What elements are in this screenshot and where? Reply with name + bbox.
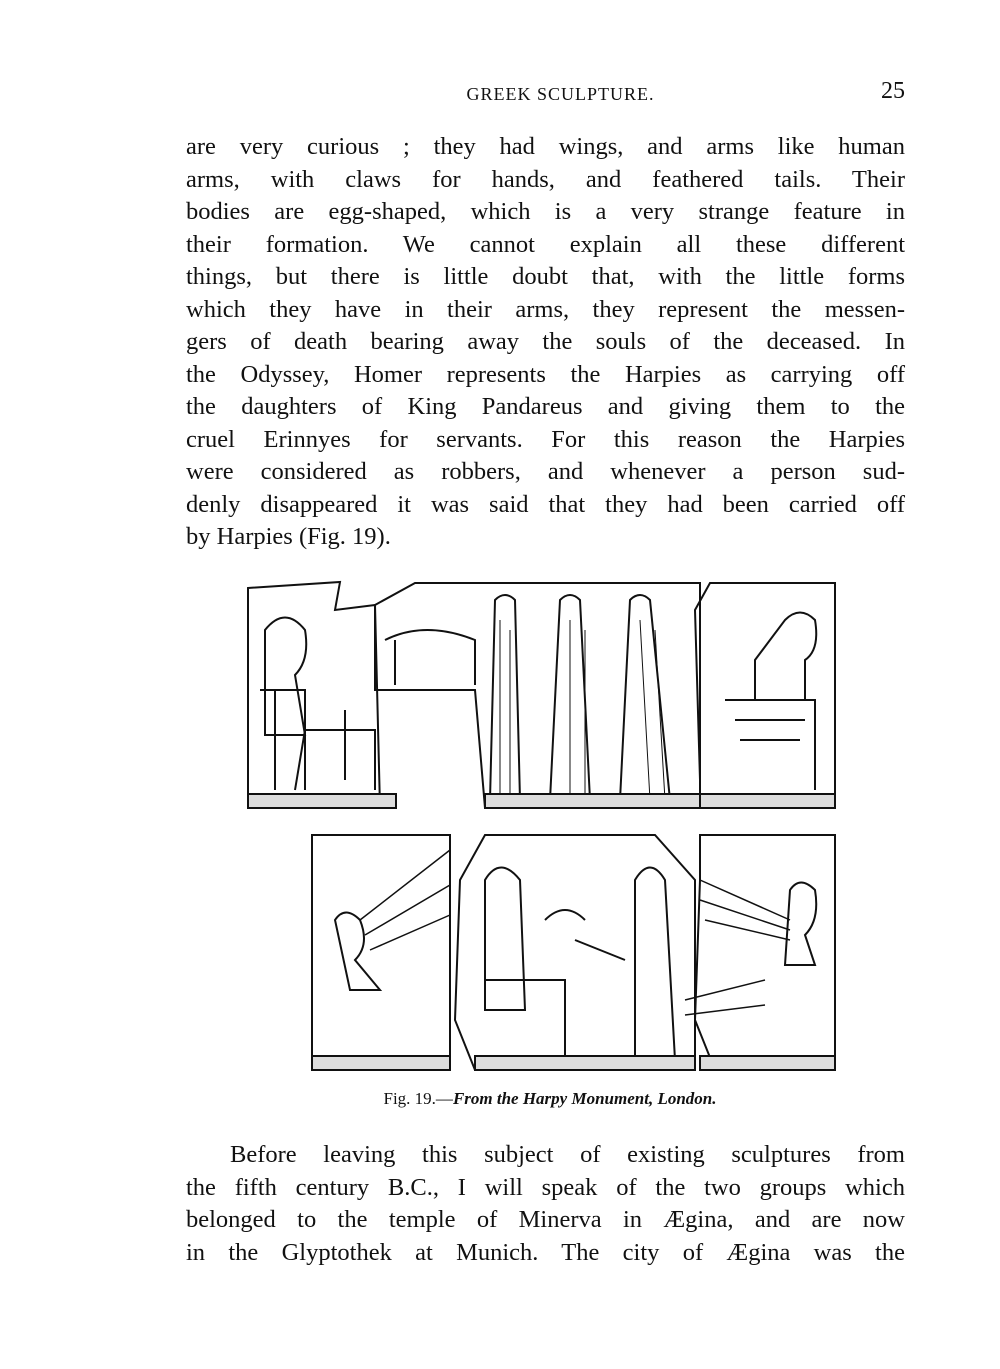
page-header xyxy=(186,78,905,108)
upper-relief-left-panel xyxy=(248,582,396,808)
lower-relief-center-panel xyxy=(455,835,695,1070)
lower-relief-right-panel xyxy=(685,835,835,1070)
paragraph-1 xyxy=(186,131,905,554)
running-title: GREEK SCULPTURE. xyxy=(466,84,655,104)
upper-relief-right-panel xyxy=(695,583,835,808)
text-line: denly disappeared it was said that they had been carried off xyxy=(186,490,905,518)
text-line: things, but there is little doubt that, with the little forms xyxy=(186,263,905,290)
upper-relief-center-panel xyxy=(375,583,700,808)
text-line: which they have in their arms, they represent the messen- xyxy=(186,295,905,323)
text-line: cruel Erinnyes for servants. For this reason the Harpies xyxy=(186,425,905,453)
text-line: arms, with claws for hands, and feathered tails. Their xyxy=(186,165,905,193)
text-line: bodies are egg-shaped, which is a very strange feature in xyxy=(186,198,905,225)
text-line: their formation. We cannot explain all these different xyxy=(186,230,905,258)
text-line: by Harpies (Fig. 19). xyxy=(186,523,391,550)
paragraph-2 xyxy=(186,1139,905,1269)
text-line: were considered as robbers, and whenever a person sud- xyxy=(186,458,905,485)
caption-text: From the Harpy Monument, London. xyxy=(452,1089,717,1108)
text-line: Before leaving this subject of existing sculptures from xyxy=(230,1141,905,1168)
figure-caption xyxy=(0,1089,1000,1109)
lower-relief-left-panel xyxy=(312,835,450,1070)
text-line: gers of death bearing away the souls of the deceased. In xyxy=(186,328,905,355)
text-line: belonged to the temple of Minerva in Ægina, and are now xyxy=(186,1206,905,1233)
page-number: 25 xyxy=(881,78,905,104)
harpy-monument-illustration xyxy=(245,580,840,1075)
text-line: the fifth century B.C., I will speak of the two groups which xyxy=(186,1173,905,1201)
text-line: the daughters of King Pandareus and giving them to the xyxy=(186,393,905,420)
text-line: are very curious ; they had wings, and arms like human xyxy=(186,133,905,160)
caption-label: Fig. 19.— xyxy=(383,1089,453,1108)
text-line: in the Glyptothek at Munich. The city of Ægina was the xyxy=(186,1238,905,1266)
text-line: the Odyssey, Homer represents the Harpies as carrying off xyxy=(186,360,905,388)
